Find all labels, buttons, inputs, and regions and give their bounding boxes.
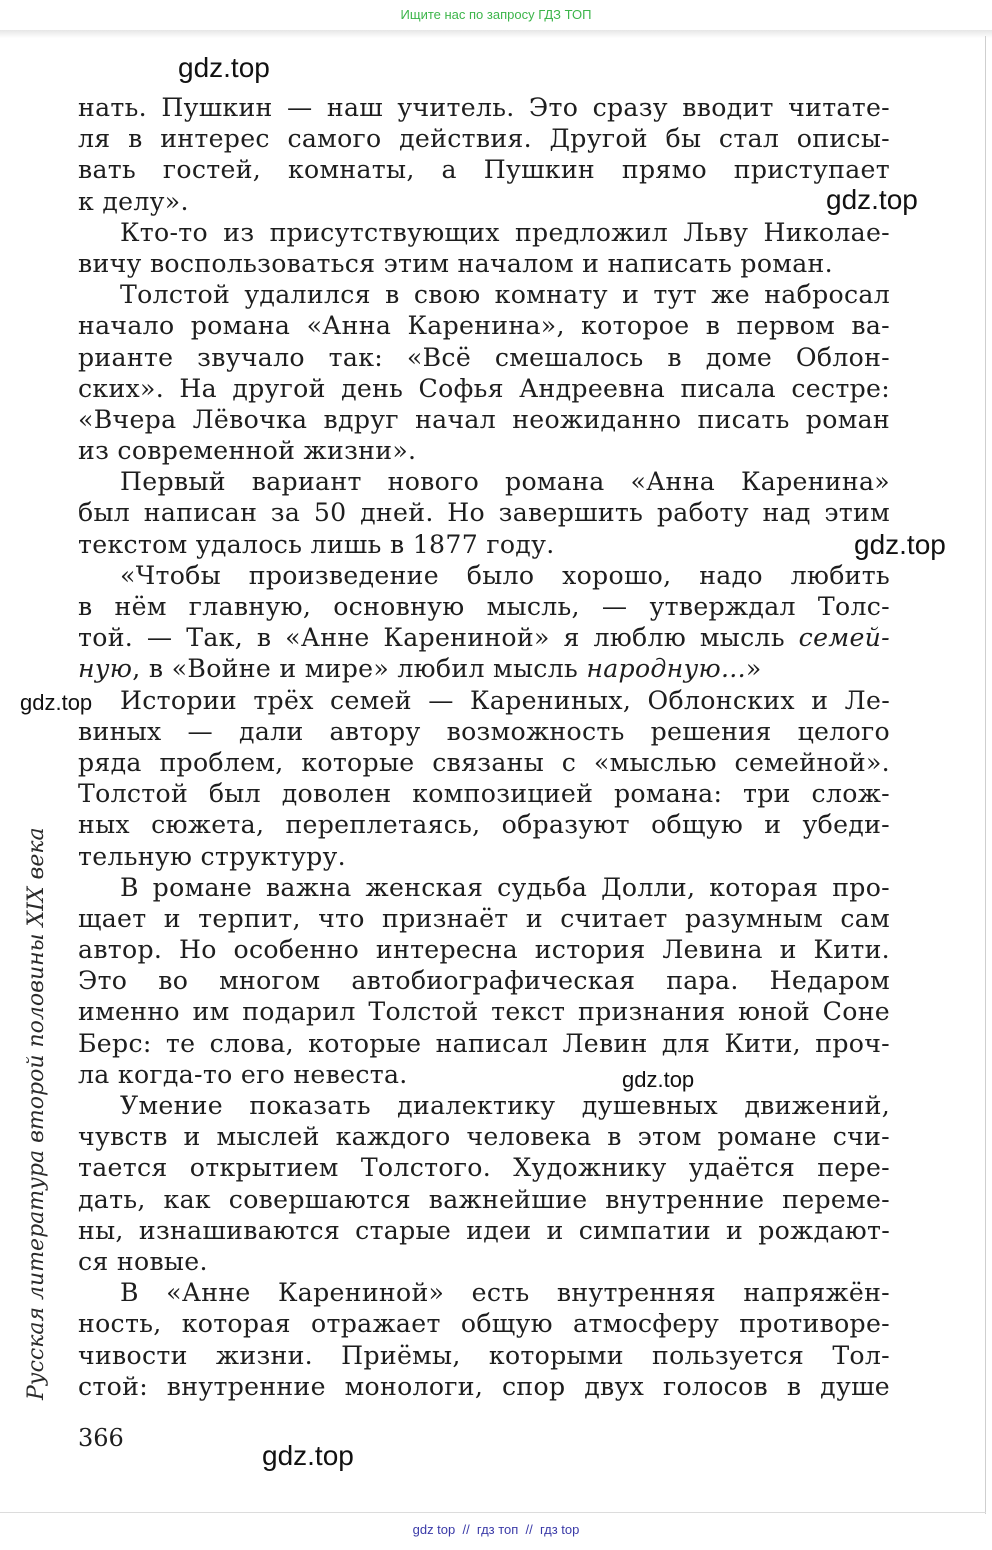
text-line: ны, изнашиваются старые идеи и симпатии и рождают- <box>78 1215 890 1245</box>
page-right-edge <box>985 36 986 1514</box>
watermark: gdz.top <box>622 1067 695 1092</box>
text-line: Истории трёх семей — Карениных, Облонских и Ле- <box>120 685 890 715</box>
text-line: ся новые. <box>78 1246 208 1276</box>
text-run-italic: семей- <box>798 623 890 653</box>
watermark: gdz.top <box>20 690 93 715</box>
text-run: той. — Так, в «Анне Карениной» я люблю мысль <box>78 623 799 653</box>
text-line: щает и терпит, что признаёт и считает разумным сам <box>78 903 890 933</box>
text-line: ных сюжета, переплетаясь, образуют общую и убеди- <box>78 810 890 840</box>
text-line: был написан за 50 дней. Но завершить работу над этим <box>78 498 890 528</box>
watermark: gdz.top <box>178 52 270 83</box>
text-line: В «Анне Карениной» есть внутренняя напряжён- <box>120 1278 890 1308</box>
text-line: В романе важна женская судьба Долли, которая про- <box>120 872 890 902</box>
text-line: виных — дали автору возможность решения целого <box>78 716 890 746</box>
page-bottom-edge <box>0 1512 986 1513</box>
watermark: gdz.top <box>826 184 918 215</box>
text-line: начало романа «Анна Каренина», которое в первом ва- <box>78 311 890 341</box>
text-line: «Вчера Лёвочка вдруг начал неожиданно писать роман <box>78 404 890 434</box>
text-line: Толстой удалился в свою комнату и тут же набросал <box>120 280 890 310</box>
page-text <box>78 92 890 1402</box>
text-run-italic: ную <box>78 654 133 684</box>
text-line: вать гостей, комнаты, а Пушкин прямо приступает <box>78 155 890 185</box>
text-line: стой: внутренние монологи, спор двух голосов в душе <box>78 1371 890 1401</box>
text-line: тается открытием Толстого. Художнику удаётся пере- <box>78 1153 890 1183</box>
text-line: чивости жизни. Приёмы, которыми пользуется Тол- <box>78 1340 890 1370</box>
text-line: ля в интерес самого действия. Другой бы стал описы- <box>78 124 890 154</box>
text-run-italic: народную... <box>586 654 746 684</box>
text-line: Кто-то из присутствующих предложил Льву Николае- <box>120 217 890 247</box>
text-line: Первый вариант нового романа «Анна Каренина» <box>120 467 890 497</box>
text-line: ность, которая отражает общую атмосферу противоре- <box>78 1309 890 1339</box>
text-line: вичу воспользоваться этим началом и написать роман. <box>78 248 833 278</box>
text-line <box>78 622 890 653</box>
text-run: » <box>745 654 762 684</box>
text-line: дать, как совершаются важнейшие внутренние переме- <box>78 1184 890 1214</box>
text-line: нать. Пушкин — наш учитель. Это сразу вводит читате- <box>78 93 890 122</box>
text-line: Умение показать диалектику душевных движений, <box>120 1091 890 1120</box>
text-line: Берс: те слова, которые написал Левин для Кити, проч- <box>78 1028 890 1058</box>
top-banner[interactable]: Ищите нас по запросу ГДЗ ТОП <box>400 7 592 22</box>
text-line: ла когда-то его невеста. <box>78 1059 408 1089</box>
text-line: рианте звучало так: «Всё смешалось в доме Облон- <box>78 342 890 372</box>
text-line: автор. Но особенно интересна история Левина и Кити. <box>78 935 890 965</box>
side-running-title: Русская литература второй половины XIX века <box>24 827 49 1400</box>
text-line: именно им подарил Толстой текст признания юной Соне <box>78 997 890 1027</box>
text-line: «Чтобы произведение было хорошо, надо любить <box>120 560 890 590</box>
text-run: , в «Войне и мире» любил мысль <box>132 654 587 684</box>
text-line: тельную структуру. <box>78 841 346 871</box>
watermark: gdz.top <box>854 529 946 560</box>
text-line: ряда проблем, которые связаны с «мыслью семейной». <box>78 747 890 777</box>
text-line: из современной жизни». <box>78 436 417 466</box>
text-line: текстом удалось лишь в 1877 году. <box>78 529 555 559</box>
text-line: в нём главную, основную мысль, — утверждал Толс- <box>78 592 890 621</box>
text-line: Толстой был доволен композицией романа: три слож- <box>78 779 890 809</box>
footer-links[interactable]: gdz top // гдз топ // гдз top <box>412 1522 580 1537</box>
text-line: Это во многом автобиографическая пара. Недаром <box>78 966 890 996</box>
text-line: ских». На другой день Софья Андреевна писала сестре: <box>78 373 890 403</box>
text-line <box>78 653 890 684</box>
page-number: 366 <box>78 1424 124 1452</box>
text-line: чувств и мыслей каждого человека в этом романе счи- <box>78 1122 890 1152</box>
watermark: gdz.top <box>262 1440 354 1471</box>
banner-shadow <box>0 30 992 38</box>
text-line: к делу». <box>78 186 189 216</box>
